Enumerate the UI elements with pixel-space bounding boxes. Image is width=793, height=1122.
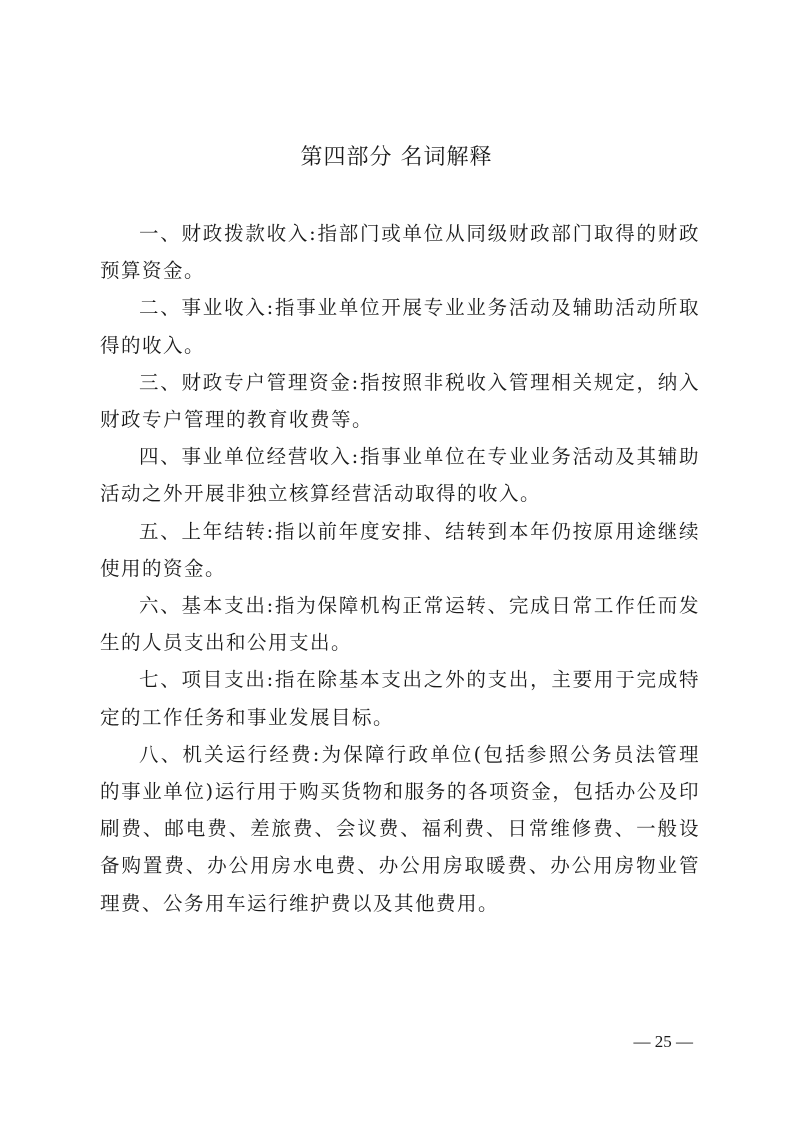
definition-paragraph: 七、项目支出:指在除基本支出之外的支出，主要用于完成特定的工作任务和事业发展目标。 — [100, 668, 700, 729]
definition-paragraph: 五、上年结转:指以前年度安排、结转到本年仍按原用途继续使用的资金。 — [100, 519, 700, 580]
definition-paragraph: 三、财政专户管理资金:指按照非税收入管理相关规定，纳入财政专户管理的教育收费等。 — [100, 370, 700, 432]
section-title: 第四部分 名词解释 — [300, 145, 493, 170]
page-number: — 25 — — [633, 1032, 693, 1051]
definition-paragraph: 四、事业单位经营收入:指事业单位在专业业务活动及其辅助活动之外开展非独立核算经营活动取得的收入。 — [100, 445, 700, 506]
definition-paragraph: 六、基本支出:指为保障机构正常运转、完成日常工作任而发生的人员支出和公用支出。 — [100, 594, 700, 655]
definition-paragraph: 八、机关运行经费:为保障行政单位(包括参照公务员法管理的事业单位)运行用于购买货物和服务的各项资金，包括办公及印刷费、邮电费、差旅费、会议费、福利费、日常维修费、一般设备购置费、办公用房水电费、办公用房取暖费、办公用房物业管理费、公务用车运行维护费以及其他费用。 — [100, 742, 700, 915]
definitions-body — [100, 215, 700, 922]
definition-paragraph: 二、事业收入:指事业单位开展专业业务活动及辅助活动所取得的收入。 — [100, 296, 700, 357]
definition-paragraph: 一、财政拨款收入:指部门或单位从同级财政部门取得的财政预算资金。 — [100, 222, 700, 283]
